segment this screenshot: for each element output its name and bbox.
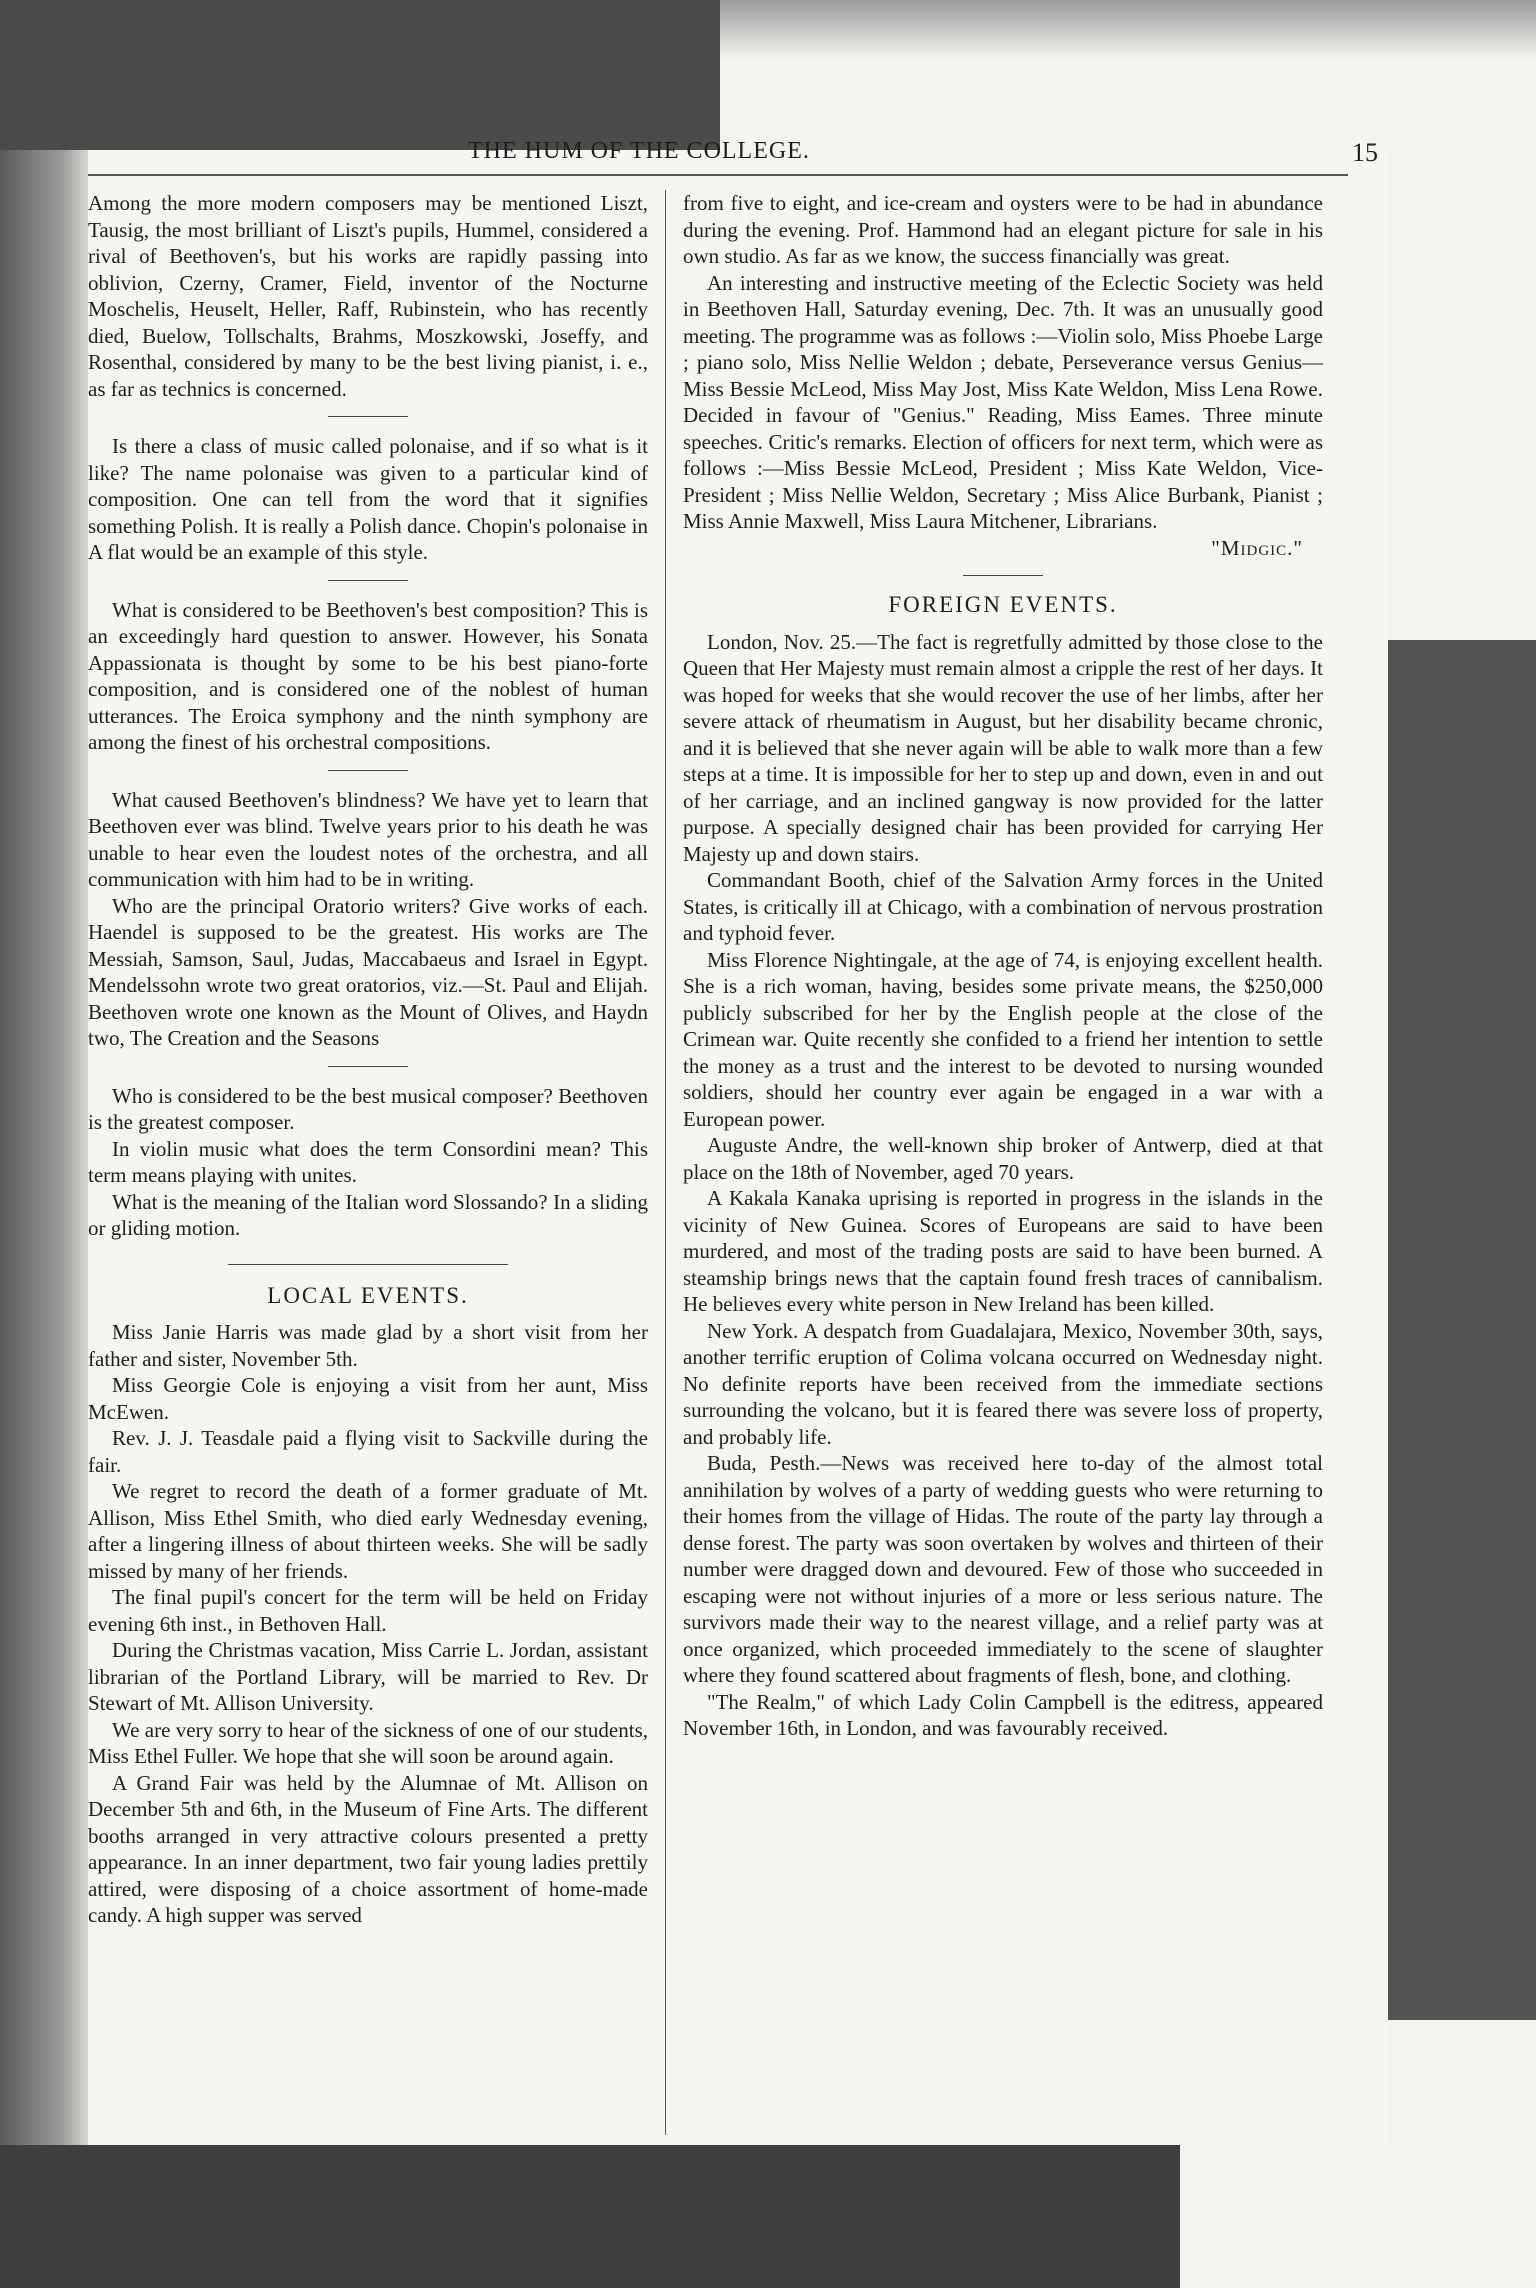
paragraph: from five to eight, and ice-cream and oysters were to be had in abundance during the evening. Prof. Hammond had an elegant picture for sale in his own studio. As far as we know, the success financially was great. — [683, 191, 1323, 268]
column-rule — [665, 190, 666, 2135]
paragraph: An interesting and instructive meeting of the Eclectic Society was held in Beethoven Hall, Saturday evening, Dec. 7th. It was an unusually good meeting. The programme was as follows :—Violin solo, Miss Phoebe Large ; piano solo, Miss Nellie Weldon ; debate, Perseverance versus Genius—Miss Bessie McLeod, Miss May Jost, Miss Kate Weldon, Miss Lena Rowe. Decided in favour of "Genius." Reading, Miss Eames. Three minute speeches. Critic's remarks. Election of officers for next term, which were as follows :—Miss Bessie McLeod, President ; Miss Kate Weldon, Vice-President ; Miss Nellie Weldon, Secretary ; Miss Alice Burbank, Pianist ; Miss Annie Maxwell, Miss Laura Mitchener, Librarians. — [683, 270, 1323, 533]
divider — [328, 580, 408, 581]
running-head — [88, 138, 1378, 176]
section-divider — [228, 1264, 508, 1265]
divider — [963, 575, 1043, 576]
foreign-item: New York. A despatch from Guadalajara, Mexico, November 30th, says, another terrific eruption of Colima volcana occurred on Wednesday night. No definite reports have been received from the immediate sections surrounding the volcano, but it is feared there was severe loss of property, and probably life. — [683, 1318, 1323, 1449]
foreign-item: Miss Florence Nightingale, at the age of 74, is enjoying excellent health. She is a rich woman, having, besides some private means, the $250,000 publicly subscribed for her by the English people at the close of the Crimean war. Quite recently she confided to a friend her intention to settle the money as a trust and the interest to be devoted to nursing wounded soldiers, should her country ever again be engaged in a war with a European power. — [683, 947, 1323, 1131]
foreign-item: Buda, Pesth.—News was received here to-day of the almost total annihilation by wolves of a party of wedding guests who were returning to their homes from the village of Hidas. The route of the party lay through a dense forest. The party was soon overtaken by wolves and thirteen of their number were dragged down and devoured. Few of those who succeeded in escaping were not without injuries of a more or less serious nature. The survivors made their way to the nearest village, and a relief party was at once organized, which proceeded immediately to the scene of slaughter where they found scattered about fragments of flesh, bone, and clothing. — [683, 1451, 1323, 1687]
local-item: The final pupil's concert for the term will be held on Friday evening 6th inst., in Bethoven Hall. — [88, 1585, 648, 1636]
foreign-events-heading: FOREIGN EVENTS. — [888, 592, 1118, 617]
scan-margin-right — [1380, 640, 1536, 2020]
scan-margin-left — [0, 150, 88, 2150]
paragraph: In violin music what does the term Consordini mean? This term means playing with unites. — [88, 1136, 648, 1187]
divider — [328, 1066, 408, 1067]
paragraph: What is the meaning of the Italian word Slossando? In a sliding or gliding motion. — [88, 1189, 648, 1240]
divider — [328, 416, 408, 417]
scan-stain — [720, 0, 1536, 60]
local-item: Rev. J. J. Teasdale paid a flying visit to Sackville during the fair. — [88, 1426, 648, 1477]
local-item: We regret to record the death of a former graduate of Mt. Allison, Miss Ethel Smith, who died early Wednesday evening, after a lingering illness of about thirteen weeks. She will be sadly missed by many of her friends. — [88, 1479, 648, 1583]
local-item: Miss Georgie Cole is enjoying a visit from her aunt, Miss McEwen. — [88, 1373, 648, 1424]
divider — [328, 770, 408, 771]
left-column — [88, 190, 648, 1929]
local-events-heading: LOCAL EVENTS. — [267, 1282, 469, 1308]
foreign-item: "The Realm," of which Lady Colin Campbell is the editress, appeared November 16th, in London, and was favourably received. — [683, 1689, 1323, 1740]
running-title: THE HUM OF THE COLLEGE. — [468, 138, 810, 164]
paragraph: What is considered to be Beethoven's best composition? This is an exceedingly hard question to answer. However, his Sonata Appassionata is thought by some to be his best piano-forte composition, and is considered one of the noblest of human utterances. The Eroica symphony and the ninth symphony are among the finest of his orchestral compositions. — [88, 597, 648, 754]
local-item: A Grand Fair was held by the Alumnae of Mt. Allison on December 5th and 6th, in the Museum of Fine Arts. The different booths arranged in very attractive colours presented a pretty appearance. In an inner department, two fair young ladies prettily attired, were disposing of a choice assortment of home-made candy. A high supper was served — [88, 1770, 648, 1927]
foreign-item: Auguste Andre, the well-known ship broker of Antwerp, died at that place on the 18th of November, aged 70 years. — [683, 1133, 1323, 1184]
scan-margin-bottom — [0, 2145, 1180, 2288]
paragraph: What caused Beethoven's blindness? We have yet to learn that Beethoven ever was blind. Twelve years prior to his death he was unable to hear even the loudest notes of the orchestra, and all communication with him had to be in writing. — [88, 787, 648, 891]
page-number: 15 — [1352, 138, 1378, 167]
signature: "Midgic." — [1211, 535, 1303, 560]
newspaper-page — [88, 138, 1388, 2145]
local-item: We are very sorry to hear of the sickness of one of our students, Miss Ethel Fuller. We hope that she will soon be around again. — [88, 1717, 648, 1768]
foreign-item: London, Nov. 25.—The fact is regretfully admitted by those close to the Queen that Her Majesty must remain almost a cripple the rest of her days. It was hoped for weeks that she would recover the use of her limbs, after her severe attack of rheumatism in August, but her disability became chronic, and it is believed that she never again will be able to walk more than a few steps at a time. It is impossible for her to step up and down, even in and out of her carriage, and an inclined gangway is now provided for the latter purpose. A specially designed chair has been provided for carrying Her Majesty up and down stairs. — [683, 629, 1323, 866]
paragraph: Who are the principal Oratorio writers? Give works of each. Haendel is supposed to be the greatest. His works are The Messiah, Samson, Saul, Judas, Maccabaeus and Israel in Egypt. Mendelssohn wrote two great oratorios, viz.—St. Paul and Elijah. Beethoven wrote one known as the Mount of Olives, and Haydn two, The Creation and the Seasons — [88, 893, 648, 1050]
scan-margin-top — [0, 0, 720, 150]
paragraph: Is there a class of music called polonaise, and if so what is it like? The name polonaise was given to a particular kind of composition. One can tell from the word that it signifies something Polish. It is really a Polish dance. Chopin's polonaise in A flat would be an example of this style. — [88, 434, 648, 564]
local-item: Miss Janie Harris was made glad by a short visit from her father and sister, November 5th. — [88, 1320, 648, 1371]
foreign-item: A Kakala Kanaka uprising is reported in progress in the islands in the vicinity of New Guinea. Scores of Europeans are said to have been murdered, and most of the trading posts are said to have been burned. A steamship brings news that the captain found fresh traces of cannibalism. He believes every white person in New Ireland has been killed. — [683, 1186, 1323, 1316]
right-column — [683, 190, 1323, 1742]
paragraph: Among the more modern composers may be mentioned Liszt, Tausig, the most brilliant of Liszt's pupils, Hummel, considered a rival of Beethoven's, but his works are rapidly passing into oblivion, Czerny, Cramer, Field, inventor of the Nocturne Moschelis, Heuselt, Heller, Raff, Rubinstein, who has recently died, Buelow, Tollschalts, Brahms, Moszkowski, Joseffy, and Rosenthal, considered by many to be the best living pianist, i. e., as far as technics is concerned. — [88, 191, 648, 401]
foreign-item: Commandant Booth, chief of the Salvation Army forces in the United States, is critically ill at Chicago, with a combination of nervous prostration and typhoid fever. — [683, 868, 1323, 945]
paragraph: Who is considered to be the best musical composer? Beethoven is the greatest composer. — [88, 1083, 648, 1134]
local-item: During the Christmas vacation, Miss Carrie L. Jordan, assistant librarian of the Portland Library, will be married to Rev. Dr Stewart of Mt. Allison University. — [88, 1638, 648, 1715]
